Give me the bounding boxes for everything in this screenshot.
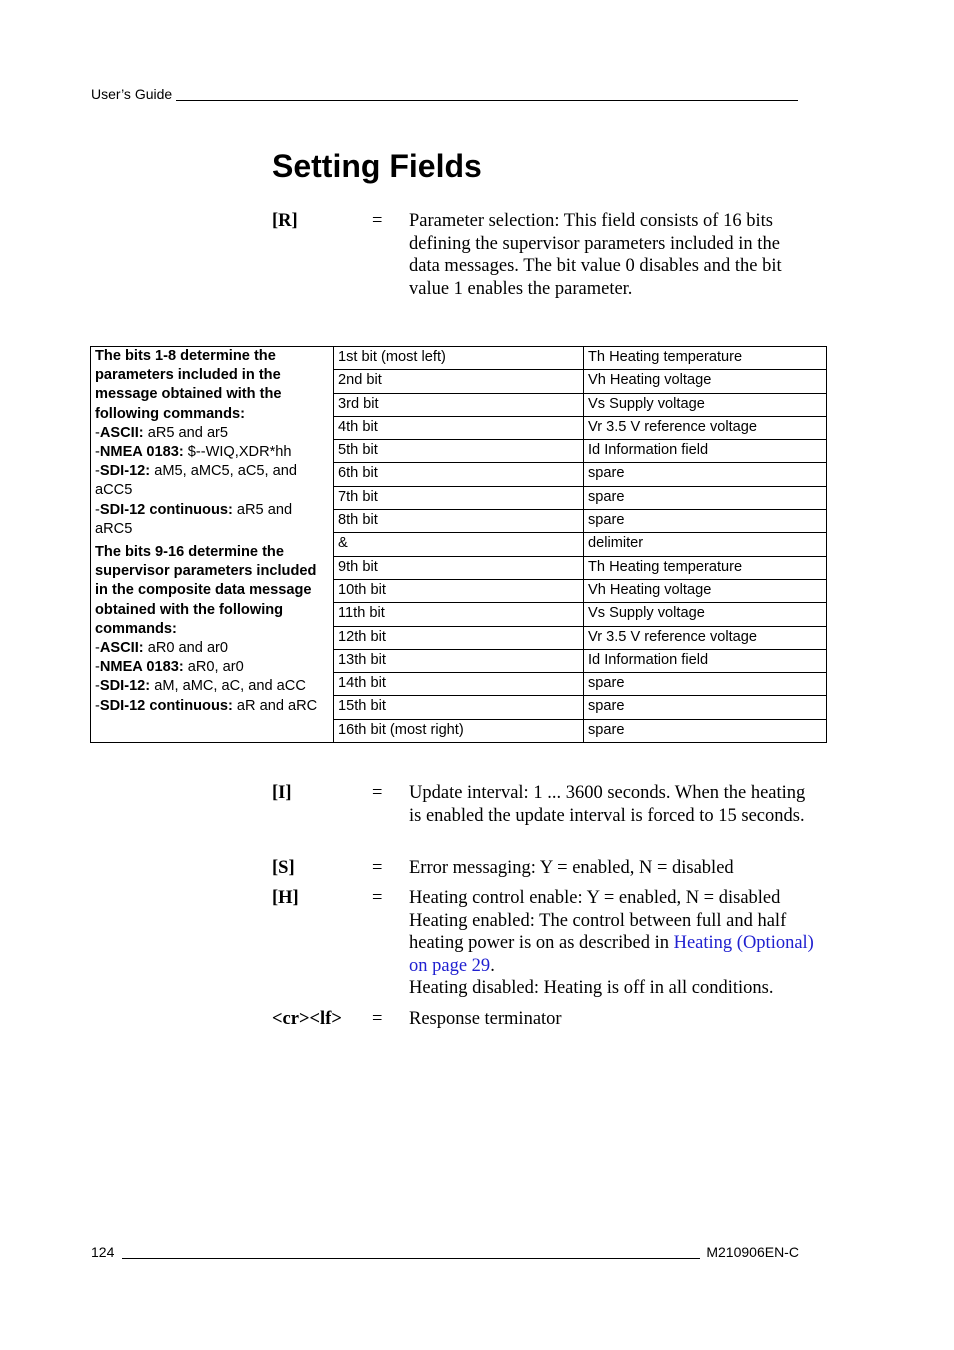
- parameter-cell: spare: [584, 696, 827, 719]
- footer-rule: [122, 1258, 700, 1259]
- definition-term: [H]: [272, 888, 299, 908]
- bit-cell: 2nd bit: [334, 370, 584, 393]
- bit-cell: 1st bit (most left): [334, 347, 584, 370]
- bit-cell: 11th bit: [334, 603, 584, 626]
- bit-cell: 7th bit: [334, 486, 584, 509]
- bit-cell: 4th bit: [334, 416, 584, 439]
- definition-description: Update interval: 1 ... 3600 seconds. When the heating is enabled the update interval is forced to 15 seconds.: [409, 783, 806, 826]
- equals-sign: =: [372, 1009, 383, 1029]
- parameter-cell: spare: [584, 719, 827, 742]
- bits-block-heading: The bits 1-8 determine the parameters included in the message obtained with the following commands:: [95, 348, 282, 422]
- parameter-cell: Id Information field: [584, 649, 827, 672]
- bit-cell: 13th bit: [334, 649, 584, 672]
- command-value: aR and aRC: [232, 697, 318, 714]
- parameter-cell: Th Heating temperature: [584, 556, 827, 579]
- equals-sign: =: [372, 783, 383, 803]
- page-header: [91, 86, 798, 102]
- equals-sign: =: [372, 211, 383, 231]
- command-item: [95, 677, 329, 696]
- document-code: M210906EN-C: [706, 1244, 799, 1260]
- parameter-bits-table: [90, 346, 827, 743]
- parameter-cell: spare: [584, 463, 827, 486]
- bit-cell: &: [334, 533, 584, 556]
- heating-section-link[interactable]: Heating (Optional) on page 29: [409, 933, 814, 976]
- definition-h: [272, 887, 832, 1003]
- parameter-cell: Vs Supply voltage: [584, 393, 827, 416]
- bits-block-heading: The bits 9-16 determine the supervisor parameters included in the composite data message obtained with the following commands:: [95, 544, 317, 637]
- command-label: SDI-12:: [99, 678, 151, 695]
- command-label: ASCII:: [99, 424, 144, 441]
- command-dash: -: [95, 640, 100, 657]
- definition-line: Heating control enable: Y = enabled, N = disabled: [409, 888, 781, 908]
- bit-cell: 5th bit: [334, 440, 584, 463]
- command-label: NMEA 0183:: [99, 444, 184, 461]
- command-item: [95, 658, 329, 677]
- parameter-cell: Th Heating temperature: [584, 347, 827, 370]
- definition-term: <cr><lf>: [272, 1009, 342, 1029]
- bit-cell: 15th bit: [334, 696, 584, 719]
- command-label: SDI-12 continuous:: [99, 697, 233, 714]
- definition-line: [409, 910, 814, 978]
- command-dash: -: [95, 697, 100, 714]
- command-value: aM, aMC, aC, and aCC: [150, 678, 306, 695]
- command-item: [95, 501, 329, 539]
- definition-term: [R]: [272, 211, 298, 231]
- parameter-cell: spare: [584, 510, 827, 533]
- definition-s: [272, 857, 832, 881]
- command-dash: -: [95, 659, 100, 676]
- page-footer: [91, 1244, 799, 1260]
- parameter-cell: Id Information field: [584, 440, 827, 463]
- command-label: SDI-12 continuous:: [99, 501, 233, 518]
- definition-text: Heating enabled: The control between full and half heating power is on as described in: [409, 910, 787, 953]
- definition-line: Heating disabled: Heating is off in all conditions.: [409, 978, 774, 998]
- bit-cell: 8th bit: [334, 510, 584, 533]
- definition-description: Response terminator: [409, 1009, 562, 1029]
- command-item: [95, 639, 329, 658]
- page-number: 124: [91, 1244, 115, 1260]
- command-value: $--WIQ,XDR*hh: [183, 444, 292, 461]
- command-label: NMEA 0183:: [99, 659, 184, 676]
- parameter-cell: spare: [584, 486, 827, 509]
- bits-description-block: [95, 541, 329, 718]
- command-dash: -: [95, 463, 100, 480]
- definition-text: .: [490, 955, 495, 976]
- equals-sign: =: [372, 888, 383, 908]
- parameter-cell: Vs Supply voltage: [584, 603, 827, 626]
- page-title: Setting Fields: [272, 148, 482, 184]
- definition-i: [272, 782, 832, 852]
- command-dash: -: [95, 501, 100, 518]
- parameter-cell: delimiter: [584, 533, 827, 556]
- command-dash: -: [95, 444, 100, 461]
- command-value: aR0, ar0: [183, 659, 244, 676]
- parameter-cell: spare: [584, 673, 827, 696]
- parameter-cell: Vh Heating voltage: [584, 370, 827, 393]
- header-label: User’s Guide: [91, 86, 173, 102]
- command-value: aR5 and aRC5: [95, 501, 293, 537]
- command-value: aR0 and ar0: [143, 640, 229, 657]
- bits-description-cell: [91, 347, 334, 743]
- command-item: [95, 443, 329, 462]
- bit-cell: 3rd bit: [334, 393, 584, 416]
- bit-cell: 14th bit: [334, 673, 584, 696]
- definition-term: [I]: [272, 783, 292, 803]
- bit-cell: 12th bit: [334, 626, 584, 649]
- bit-cell: 16th bit (most right): [334, 719, 584, 742]
- command-label: ASCII:: [99, 640, 144, 657]
- equals-sign: =: [372, 858, 383, 878]
- definition-description: [409, 887, 814, 1000]
- parameter-cell: Vr 3.5 V reference voltage: [584, 626, 827, 649]
- table-body: [91, 347, 827, 743]
- definition-description: Error messaging: Y = enabled, N = disabled: [409, 858, 734, 878]
- command-item: [95, 462, 329, 500]
- command-label: SDI-12:: [99, 463, 151, 480]
- definition-description: Parameter selection: This field consists of 16 bits defining the supervisor parameters included in the data messages. The bit value 0 disables and the bit value 1 enables the parameter.: [409, 211, 782, 299]
- command-value: aM5, aMC5, aC5, and aCC5: [95, 463, 297, 499]
- command-dash: -: [95, 678, 100, 695]
- command-value: aR5 and ar5: [143, 424, 229, 441]
- parameter-cell: Vr 3.5 V reference voltage: [584, 416, 827, 439]
- definition-crlf: [272, 1008, 832, 1032]
- parameter-cell: Vh Heating voltage: [584, 579, 827, 602]
- bit-cell: 6th bit: [334, 463, 584, 486]
- definition-term: [S]: [272, 858, 295, 878]
- definition-r: [272, 210, 832, 302]
- bits-description-block: [95, 347, 329, 541]
- table-row: [91, 347, 827, 370]
- header-rule: [176, 100, 798, 101]
- command-dash: -: [95, 424, 100, 441]
- command-item: [95, 697, 329, 716]
- bit-cell: 10th bit: [334, 579, 584, 602]
- bit-cell: 9th bit: [334, 556, 584, 579]
- command-item: [95, 424, 329, 443]
